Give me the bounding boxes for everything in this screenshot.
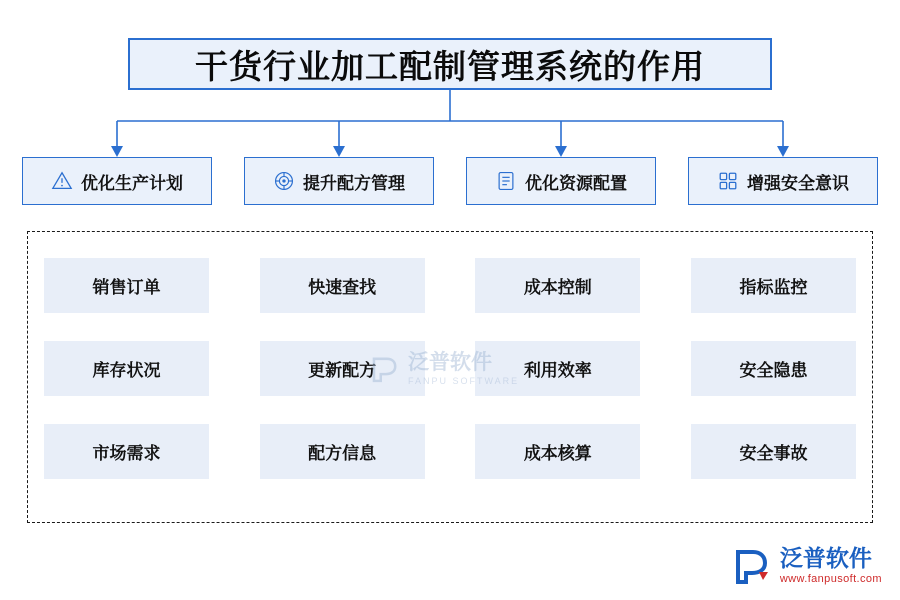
grid-row	[44, 424, 856, 479]
grid-cell[interactable]	[691, 258, 856, 313]
category-item-3[interactable]	[688, 157, 878, 205]
grid-cell[interactable]	[44, 424, 209, 479]
category-label: 提升配方管理	[303, 173, 405, 194]
diagram-title-box	[128, 38, 772, 90]
brand-url: www.fanpusoft.com	[779, 573, 882, 586]
category-item-2[interactable]	[466, 157, 656, 205]
category-label: 优化生产计划	[81, 173, 183, 194]
grid-cell[interactable]	[44, 258, 209, 313]
grid-cell-label: 库存状况	[92, 361, 161, 381]
grid-cell[interactable]	[260, 341, 425, 396]
grid-cell-label: 市场需求	[92, 444, 161, 464]
grid-cell-label: 销售订单	[92, 278, 161, 298]
category-item-1[interactable]	[244, 157, 434, 205]
grid-cell-label: 配方信息	[308, 444, 377, 464]
target-circle-icon	[273, 170, 295, 192]
grid-cell-label: 安全事故	[739, 444, 808, 464]
watermark-name: 泛普软件	[408, 350, 492, 374]
grid-row	[44, 258, 856, 313]
page-title: 干货行业加工配制管理系统的作用	[195, 46, 705, 86]
document-list-icon	[495, 170, 517, 192]
grid-cell-label: 更新配方	[308, 361, 377, 381]
warning-triangle-icon	[51, 170, 73, 192]
category-item-0[interactable]	[22, 157, 212, 205]
detail-grid	[44, 258, 856, 479]
grid-squares-icon	[717, 170, 739, 192]
grid-cell-label: 快速查找	[308, 278, 377, 298]
grid-cell[interactable]	[260, 424, 425, 479]
grid-cell[interactable]	[691, 341, 856, 396]
brand-logo-icon	[732, 546, 772, 586]
grid-cell-label: 指标监控	[739, 278, 808, 298]
grid-cell[interactable]	[44, 341, 209, 396]
grid-cell-label: 安全隐患	[739, 361, 808, 381]
grid-cell[interactable]	[691, 424, 856, 479]
grid-cell[interactable]	[475, 341, 640, 396]
grid-cell[interactable]	[260, 258, 425, 313]
category-label: 优化资源配置	[525, 173, 627, 194]
category-row	[22, 157, 878, 205]
grid-cell-label: 成本核算	[523, 444, 592, 464]
brand-logo	[732, 546, 882, 586]
brand-name: 泛普软件	[779, 545, 872, 572]
grid-cell-label: 利用效率	[523, 361, 592, 381]
watermark-subtitle: FANPU SOFTWARE	[408, 376, 520, 386]
grid-cell[interactable]	[475, 424, 640, 479]
category-label: 增强安全意识	[747, 173, 849, 194]
grid-cell[interactable]	[475, 258, 640, 313]
grid-cell-label: 成本控制	[523, 278, 592, 298]
grid-row	[44, 341, 856, 396]
